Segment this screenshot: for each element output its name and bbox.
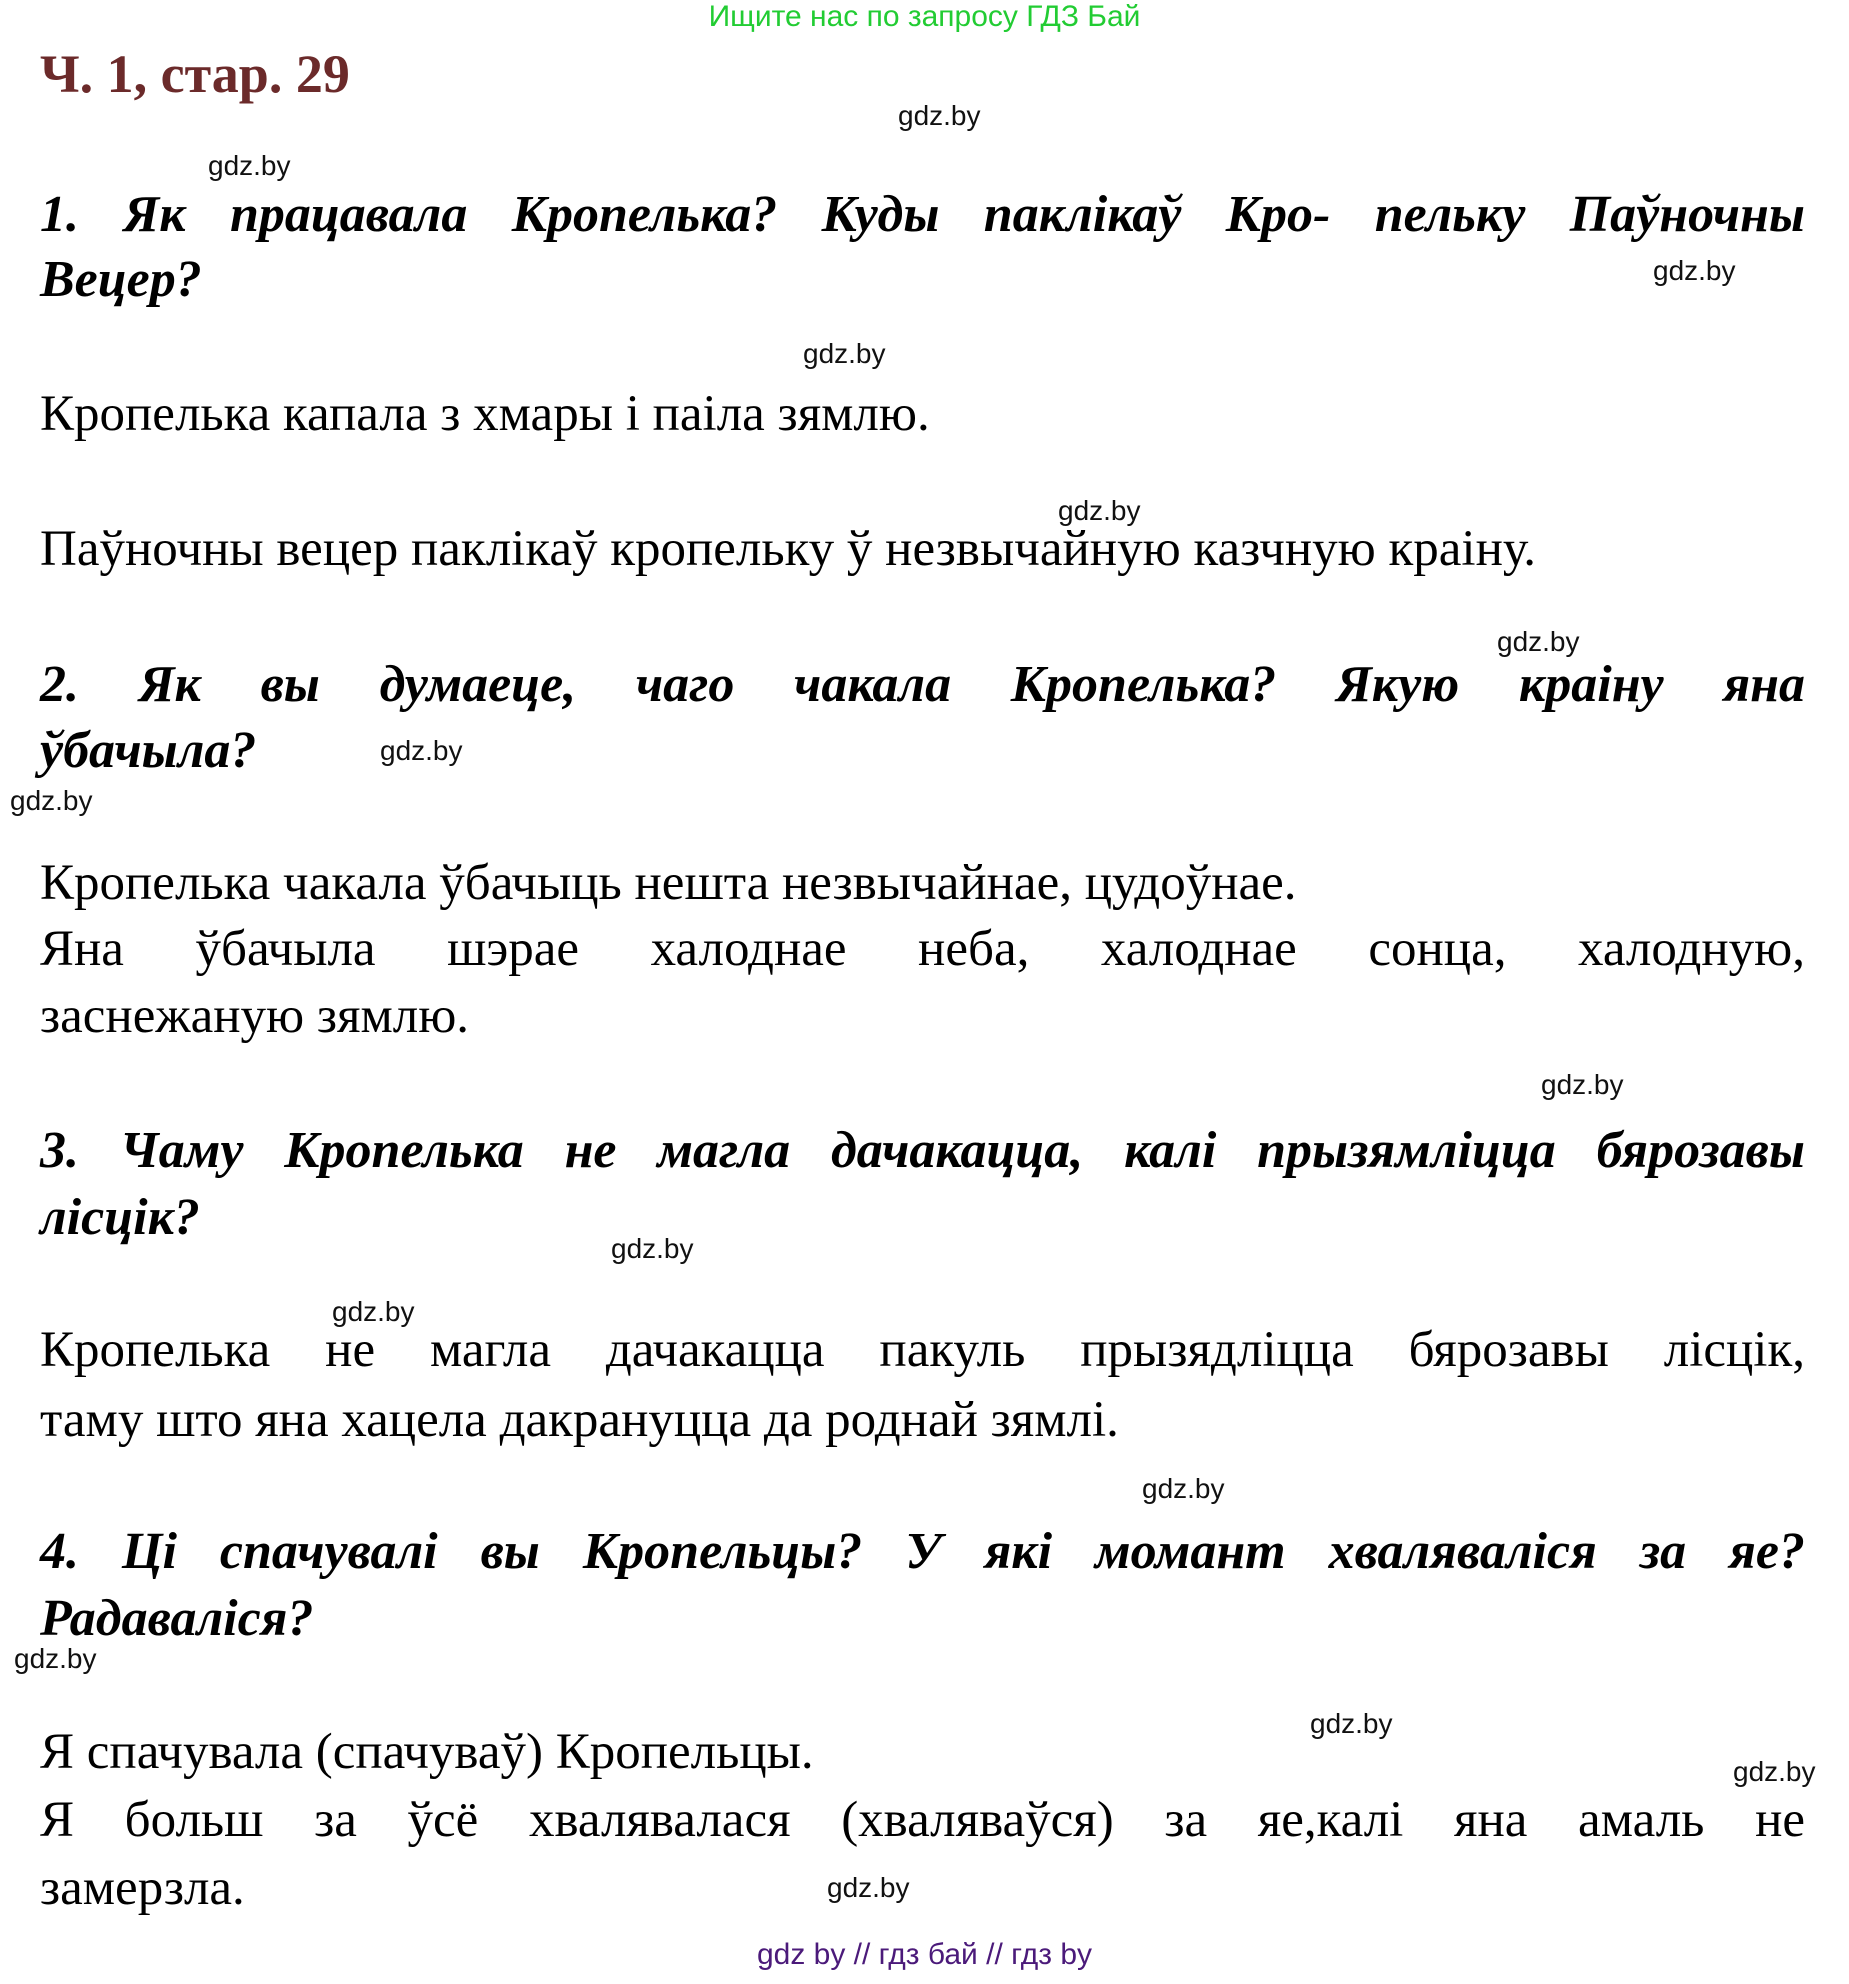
question-2-line-1: 2. Як вы думаеце, чаго чакала Кропелька? Якую краіну яна — [40, 656, 1805, 713]
watermark: gdz.by — [208, 150, 291, 181]
answer-2-line-2: Яна ўбачыла шэрае халоднае неба, халоднае сонца, халодную, — [40, 921, 1805, 977]
question-1-line-1: 1. Як працавала Кропелька? Куды паклікаў Кро- пельку Паўночны — [40, 186, 1805, 243]
question-3-line-1: 3. Чаму Кропелька не магла дачакацца, калі прызямліцца бярозавы — [40, 1122, 1805, 1179]
question-1-line-2: Вецер? — [40, 251, 202, 308]
watermark: gdz.by — [1733, 1756, 1816, 1787]
answer-4-line-3: замерзла. — [40, 1860, 245, 1916]
question-4-line-1: 4. Ці спачувалі вы Кропельцы? У які момант хваляваліся за яе? — [40, 1523, 1805, 1580]
answer-1-line-2: Паўночны вецер паклікаў кропельку ў незвычайную казчную краіну. — [40, 521, 1537, 577]
answer-2-line-3: заснежаную зямлю. — [40, 988, 470, 1044]
search-banner: Ищите нас по запросу ГДЗ Бай — [708, 0, 1141, 33]
answer-3-line-2: таму што яна хацела дакрануцца да роднай зямлі. — [40, 1392, 1119, 1448]
footer-links: gdz by // гдз бай // гдз by — [756, 1938, 1093, 1971]
answer-4-line-2: Я больш за ўсё хвалявалася (хваляваўся) за яе,калі яна амаль не — [40, 1792, 1805, 1848]
question-4-line-2: Радаваліся? — [40, 1590, 314, 1647]
question-3-line-2: лісцік? — [40, 1189, 200, 1246]
answer-1-line-1: Кропелька капала з хмары і паіла зямлю. — [40, 386, 930, 442]
watermark: gdz.by — [827, 1872, 910, 1903]
watermark: gdz.by — [14, 1643, 97, 1674]
watermark: gdz.by — [1497, 626, 1580, 657]
watermark: gdz.by — [803, 338, 886, 369]
answer-4-line-1: Я спачувала (спачуваў) Кропельцы. — [40, 1724, 814, 1780]
answer-2-line-1: Кропелька чакала ўбачыць нешта незвычайнае, цудоўнае. — [40, 855, 1297, 911]
watermark: gdz.by — [898, 100, 981, 131]
watermark: gdz.by — [10, 785, 93, 816]
question-2-line-2: ўбачыла? — [40, 722, 257, 779]
answer-3-line-1: Кропелька не магла дачакацца пакуль прызядліцца бярозавы лісцік, — [40, 1322, 1805, 1378]
watermark: gdz.by — [611, 1233, 694, 1264]
watermark: gdz.by — [332, 1296, 415, 1327]
page-title: Ч. 1, стар. 29 — [40, 44, 350, 104]
watermark: gdz.by — [380, 735, 463, 766]
watermark: gdz.by — [1142, 1473, 1225, 1504]
watermark: gdz.by — [1058, 495, 1141, 526]
watermark: gdz.by — [1653, 255, 1736, 286]
watermark: gdz.by — [1541, 1069, 1624, 1100]
watermark: gdz.by — [1310, 1708, 1393, 1739]
